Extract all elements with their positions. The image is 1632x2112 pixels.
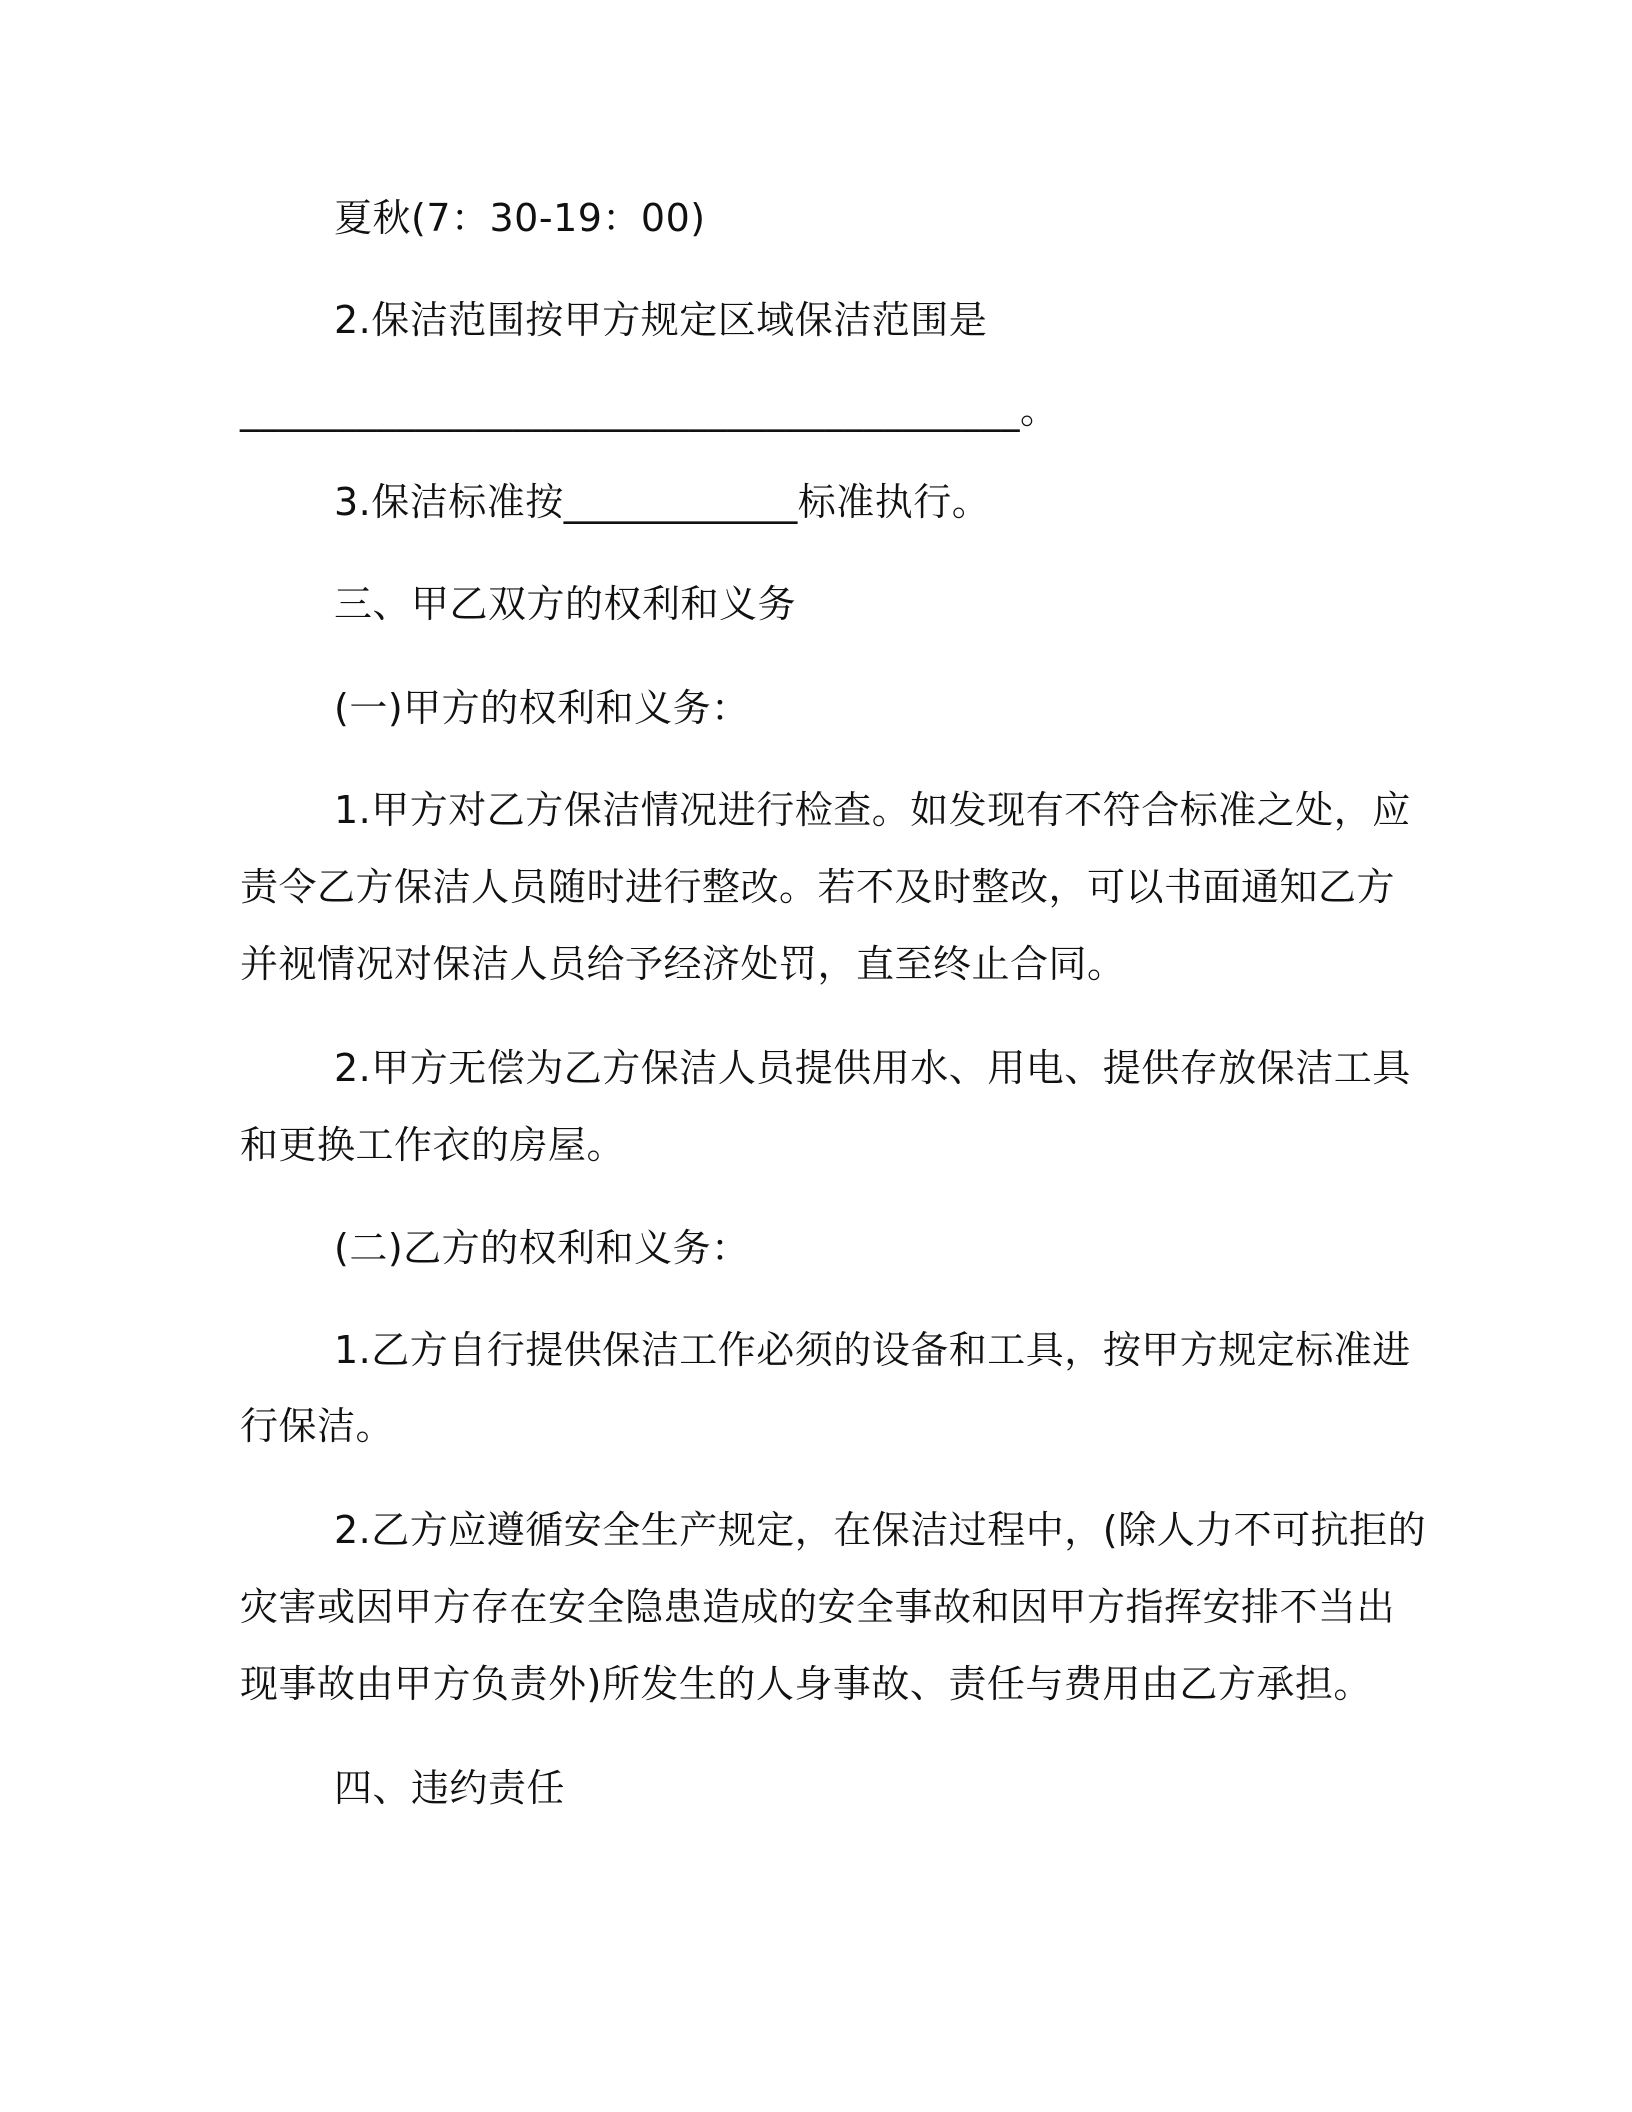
section-heading: 三、甲乙双方的权利和义务 <box>334 582 797 626</box>
text-line: 责令乙方保洁人员随时进行整改。若不及时整改，可以书面通知乙方 <box>240 865 1396 909</box>
subsection-heading: (二)乙方的权利和义务： <box>334 1226 750 1270</box>
text-line: 和更换工作衣的房屋。 <box>240 1123 626 1167</box>
text-line: 并视情况对保洁人员给予经济处罚，直至终止合同。 <box>240 942 1126 986</box>
text-line: 夏秋(7：30-19：00) <box>334 196 706 240</box>
section-heading: 四、违约责任 <box>334 1766 566 1810</box>
text-line: ________________________________________。 <box>240 388 1059 432</box>
text-line: 行保洁。 <box>240 1404 395 1448</box>
text-line: 2.保洁范围按甲方规定区域保洁范围是 <box>334 298 988 342</box>
text-line: 现事故由甲方负责外)所发生的人身事故、责任与费用由乙方承担。 <box>240 1662 1372 1706</box>
text-line: 1.乙方自行提供保洁工作必须的设备和工具，按甲方规定标准进 <box>334 1328 1411 1372</box>
text-line: 3.保洁标准按____________标准执行。 <box>334 480 991 524</box>
text-line: 1.甲方对乙方保洁情况进行检查。如发现有不符合标准之处，应 <box>334 788 1411 832</box>
text-line: 灾害或因甲方存在安全隐患造成的安全事故和因甲方指挥安排不当出 <box>240 1585 1396 1629</box>
text-line: 2.乙方应遵循安全生产规定，在保洁过程中，(除人力不可抗拒的 <box>334 1508 1427 1552</box>
subsection-heading: (一)甲方的权利和义务： <box>334 686 750 730</box>
text-line: 2.甲方无偿为乙方保洁人员提供用水、用电、提供存放保洁工具 <box>334 1046 1411 1090</box>
